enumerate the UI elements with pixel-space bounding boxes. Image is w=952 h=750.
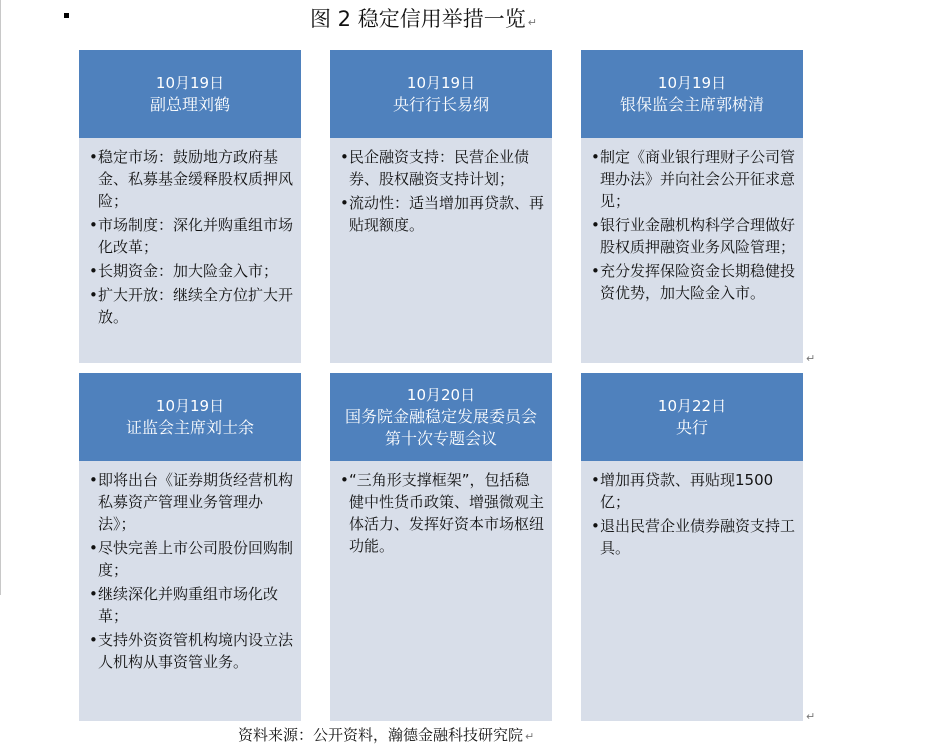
card-official: 央行行长易纲 (392, 95, 489, 114)
list-item: • “三角形支撑框架”，包括稳健中性货币政策、增强微观主体活力、发挥好资本市场枢纽功能。 (340, 469, 544, 557)
card-date: 10月19日 (155, 397, 225, 415)
card-header (581, 50, 803, 138)
list-item: • 银行业金融机构科学合理做好股权质押融资业务风险管理； (591, 214, 795, 258)
list-item: • 增加再贷款、再贴现1500亿； (591, 469, 795, 513)
paragraph-mark-icon: ↵ (525, 730, 535, 743)
card-guo-shuqing (581, 50, 803, 363)
source-note (238, 722, 534, 750)
card-body (330, 138, 552, 363)
figure-title (310, 4, 640, 38)
card-header (330, 373, 552, 461)
card-header (330, 50, 552, 138)
list-item: • 即将出台《证券期货经营机构私募资产管理业务管理办法》； (89, 469, 293, 535)
list-item: • 继续深化并购重组市场化改革； (89, 583, 293, 627)
list-item: • 制定《商业银行理财子公司管理办法》并向社会公开征求意见； (591, 146, 795, 212)
list-item: • 扩大开放：继续全方位扩大开放。 (89, 284, 293, 328)
list-item: • 充分发挥保险资金长期稳健投资优势，加大险金入市。 (591, 260, 795, 304)
card-header (581, 373, 803, 461)
paragraph-mark-icon: ↵ (806, 710, 816, 723)
card-body (79, 461, 301, 721)
card-fsdc-meeting (330, 373, 552, 721)
list-bullet-marker (64, 13, 69, 18)
source-text: 资料来源：公开资料，瀚德金融科技研究院 (238, 726, 524, 744)
card-official: 国务院金融稳定发展委员会第十次专题会议 (344, 407, 537, 448)
card-header (79, 373, 301, 461)
card-body (581, 461, 803, 721)
list-item: • 流动性：适当增加再贷款、再贴现额度。 (340, 192, 544, 236)
card-body (79, 138, 301, 363)
list-item: • 支持外资资管机构境内设立法人机构从事资管业务。 (89, 629, 293, 673)
list-item: • 稳定市场：鼓励地方政府基金、私募基金缓释股权质押风险； (89, 146, 293, 212)
card-official: 副总理刘鹤 (149, 95, 230, 114)
paragraph-mark-icon: ↵ (806, 352, 816, 365)
card-official: 证监会主席刘士余 (125, 418, 254, 437)
card-official: 银保监会主席郭树清 (619, 95, 764, 114)
card-yi-gang (330, 50, 552, 363)
card-pboc (581, 373, 803, 721)
paragraph-mark-icon: ↵ (527, 16, 537, 29)
card-date: 10月20日 (406, 386, 476, 404)
card-body (330, 461, 552, 721)
list-item: • 长期资金：加大险金入市； (89, 260, 293, 282)
list-item: • 退出民营企业债券融资支持工具。 (591, 515, 795, 559)
list-item: • 民企融资支持：民营企业债券、股权融资支持计划； (340, 146, 544, 190)
card-liu-shiyu (79, 373, 301, 721)
page-left-border (0, 0, 1, 595)
card-liu-he (79, 50, 301, 363)
card-date: 10月22日 (657, 397, 727, 415)
card-date: 10月19日 (657, 74, 727, 92)
figure-title-text: 图 2 稳定信用举措一览 (310, 7, 526, 31)
card-body (581, 138, 803, 363)
card-date: 10月19日 (155, 74, 225, 92)
card-header (79, 50, 301, 138)
list-item: • 尽快完善上市公司股份回购制度； (89, 537, 293, 581)
card-official: 央行 (675, 418, 708, 437)
card-date: 10月19日 (406, 74, 476, 92)
list-item: • 市场制度：深化并购重组市场化改革； (89, 214, 293, 258)
